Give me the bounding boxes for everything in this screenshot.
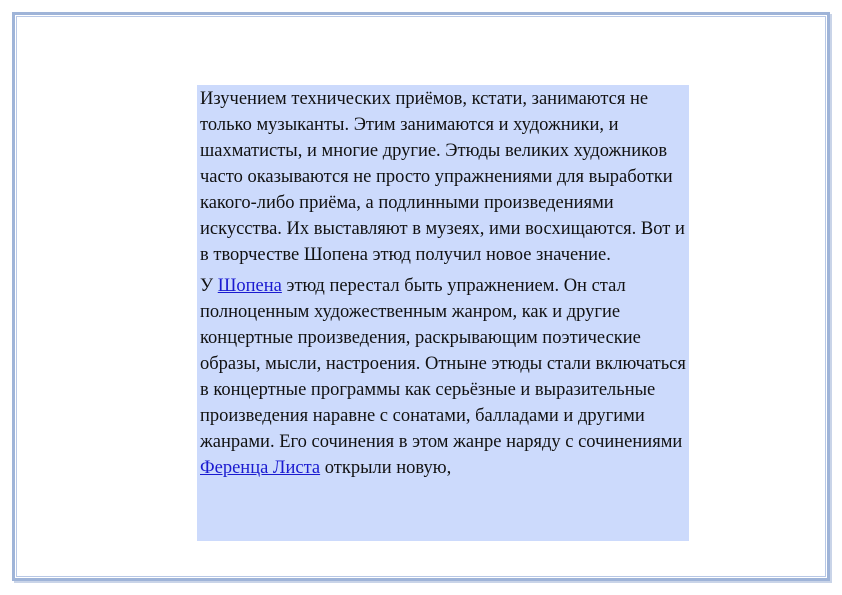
frame-shadow-right <box>830 14 832 583</box>
paragraph-1: Изучением технических приёмов, кстати, занимаются не только музыканты. Этим занимаются и художники, и шахматисты, и многие другие. Этюды великих художников часто оказываются не просто упражнениями для выработки какого-либо приёма, а подлинными произведениями искусства. Их выставляют в музеях, ими восхищаются. Вот и в творчестве Шопена этюд получил новое значение. <box>200 89 685 265</box>
paragraph-2 <box>200 273 686 481</box>
paragraph-2-part-2: этюд перестал быть упражнением. Он стал полноценным художественным жанром, как и другие концертные произведения, раскрывающим поэтические образы, мысли, настроения. Отныне этюды стали включаться в концертные программы как серьёзные и выразительные произведения наравне с сонатами, балладами и другими жанрами. Его сочинения в этом жанре наряду с сочинениями <box>200 276 686 452</box>
paragraph-2-part-1: У <box>200 276 218 296</box>
paragraph-2-part-3: открыли новую, <box>320 458 452 478</box>
text-box <box>197 85 689 541</box>
frame-shadow-bottom <box>14 581 832 583</box>
liszt-link[interactable]: Ференца Листа <box>200 458 321 478</box>
chopin-link[interactable]: Шопена <box>217 276 282 296</box>
